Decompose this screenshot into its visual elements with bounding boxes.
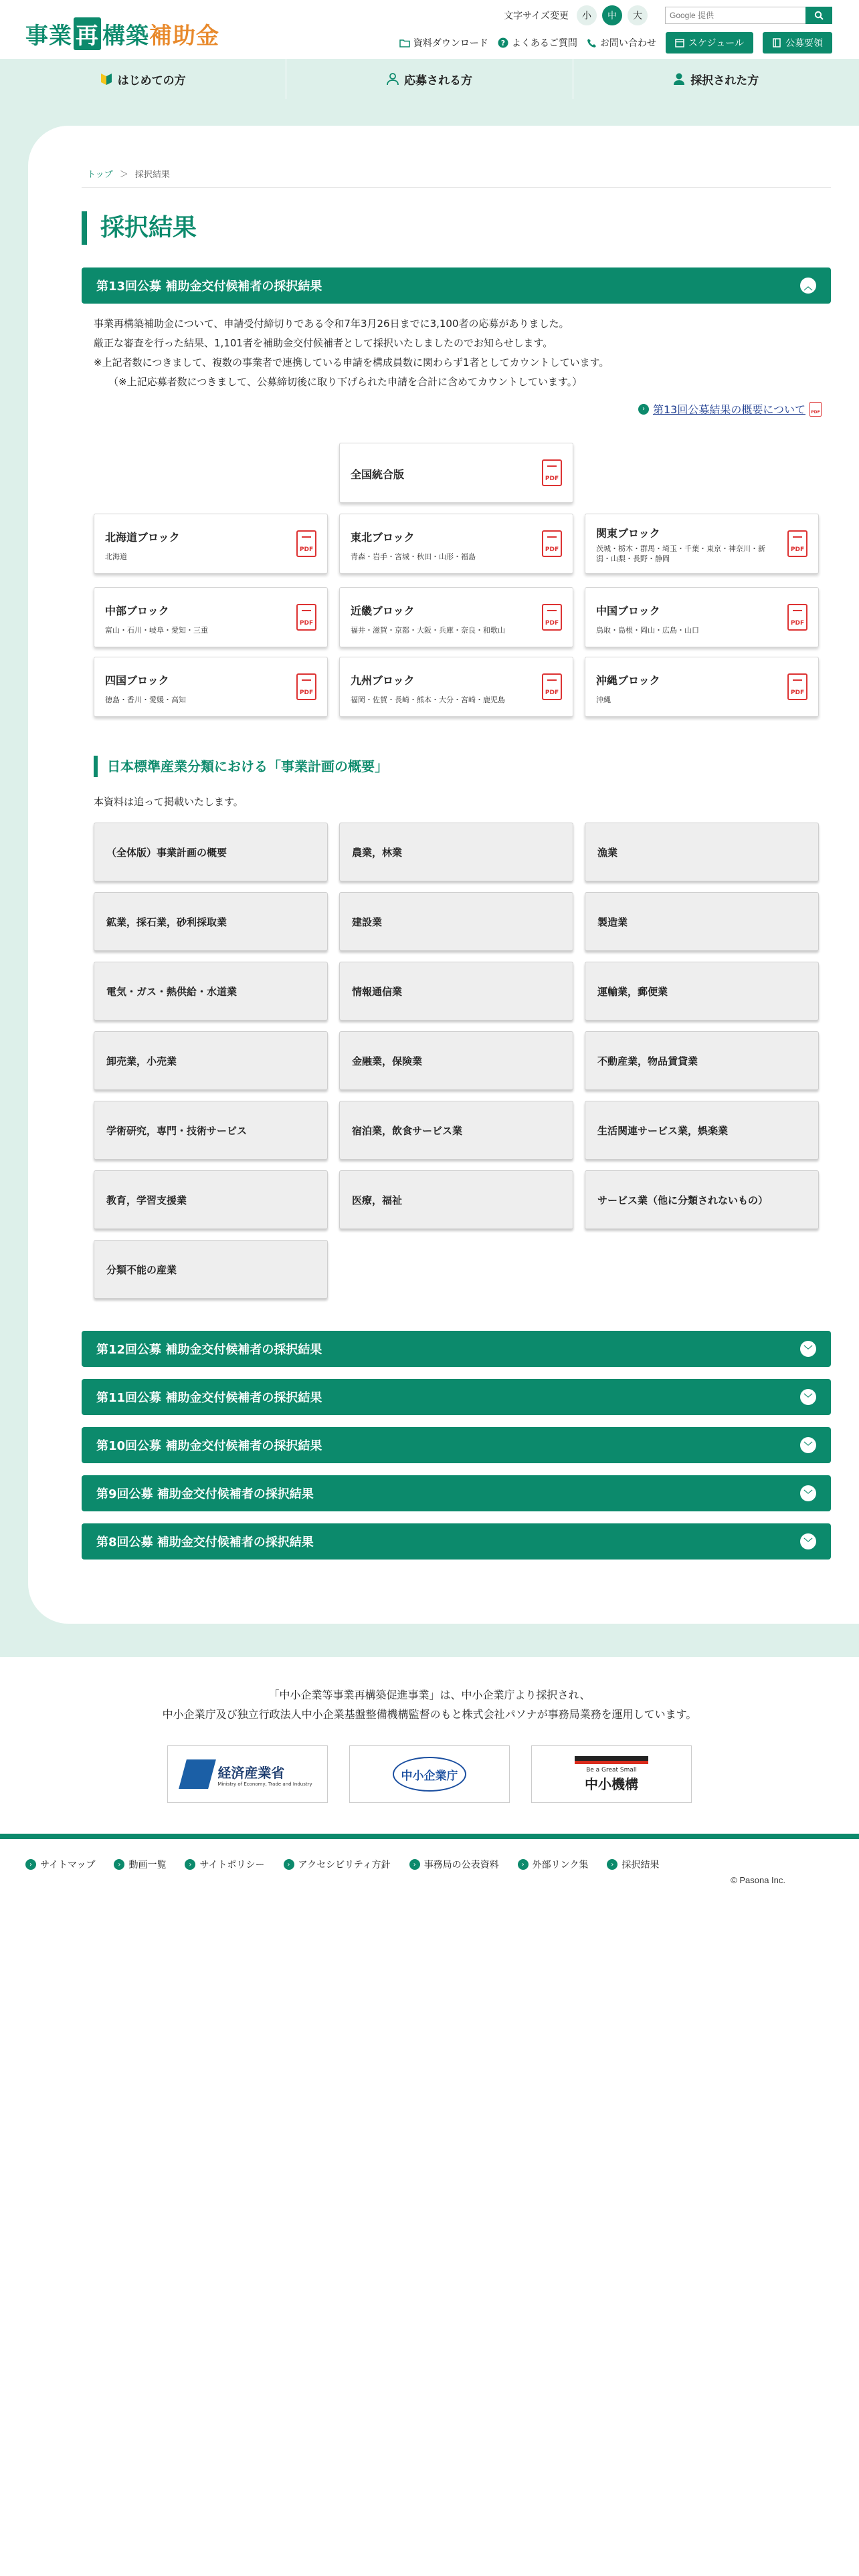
nav-item-applicants[interactable] [286,59,573,99]
overview-pdf-link[interactable] [638,401,822,417]
industry-button[interactable]: サービス業（他に分類されないもの） [585,1170,819,1229]
national-pdf-card[interactable] [339,443,573,503]
nav-item-label: 応募される方 [403,74,472,88]
arrow-right-icon: › [114,1859,124,1870]
footer-divider [0,1834,859,1839]
footer-links [25,1858,659,1871]
intro-line: ※上記者数につきまして、複数の事業者で連携している申請を構成員数に関わらず1者としてカウントしています。 [94,356,609,368]
schedule-button-label: スケジュール [688,38,744,49]
chevron-down-icon: ﹀ [800,1389,816,1405]
industry-button[interactable]: 不動産業，物品賃貸業 [585,1031,819,1090]
footer-link-label: 外部リンク集 [532,1860,589,1870]
font-size-medium-button[interactable]: 中 [602,5,622,25]
industry-button[interactable]: 建設業 [339,892,573,951]
footer-statement [0,1685,859,1724]
intro-line: （※上記応募者数につきまして、公募締切後に取り下げられた申請を合計に含めてカウントしています。） [108,376,583,388]
industry-button[interactable]: 農業，林業 [339,823,573,881]
arrow-right-icon: › [25,1859,36,1870]
font-size-large-button[interactable]: 大 [628,5,648,25]
svg-text:?: ? [500,39,506,47]
sme-agency-logo-link[interactable] [349,1745,510,1803]
block-title: 近畿ブロック [351,605,415,617]
chevron-down-icon: ﹀ [800,1341,816,1357]
chevron-down-icon: ﹀ [800,1437,816,1453]
smrj-logo-link[interactable] [531,1745,692,1803]
footer-link-label: 採択結果 [622,1860,660,1870]
block-pdf-card[interactable] [585,657,819,717]
sme-agency-logo: 中小企業庁 [393,1757,466,1792]
industry-button[interactable]: 生活関連サービス業，娯楽業 [585,1101,819,1160]
intro-line: 厳正な審査を行った結果、1,101者を補助金交付候補者として採択いたしましたのでお知らせします。 [94,337,553,349]
font-size-label: 文字サイズ変更 [504,11,569,21]
block-prefectures: 富山・石川・岐阜・愛知・三重 [105,626,208,635]
breadcrumb-divider [82,187,831,188]
chevron-up-icon: ︿ [800,278,816,294]
global-nav [0,59,859,99]
accordion-round-13[interactable] [82,267,831,304]
footer-link-publications[interactable] [409,1858,499,1871]
industry-button[interactable]: 卸売業，小売業 [94,1031,328,1090]
footer-link-results[interactable] [607,1858,659,1871]
breadcrumb [87,167,170,180]
arrow-right-icon: › [607,1859,617,1870]
person-outline-icon [387,72,399,86]
block-title: 北海道ブロック [105,531,180,544]
copyright: © Pasona Inc. [731,1875,785,1885]
block-title: 東北ブロック [351,531,415,544]
smrj-tagline: Be a Great Small [586,1766,637,1774]
chevron-down-icon: ﹀ [800,1533,816,1549]
block-title: 四国ブロック [105,674,169,687]
site-logo[interactable] [25,17,219,50]
block-pdf-card[interactable] [585,514,819,574]
industry-button[interactable]: 製造業 [585,892,819,951]
site-search [665,7,832,24]
download-link[interactable] [399,36,488,49]
overview-link-label: 第13回公募結果の概要について [652,403,805,416]
site-header [0,0,859,59]
nav-item-adopted[interactable] [573,59,859,99]
footer-logos [0,1745,859,1803]
block-pdf-card[interactable] [339,657,573,717]
folder-icon [399,39,410,47]
industry-button[interactable]: 情報通信業 [339,962,573,1021]
logo-text-1: 事業 [25,23,72,49]
accordion-title: 第10回公募 補助金交付候補者の採択結果 [96,1439,322,1453]
accordion-title: 第8回公募 補助金交付候補者の採択結果 [96,1535,314,1549]
industry-section-note: 本資料は追って掲載いたします。 [94,796,244,808]
industry-button[interactable]: 運輸業，郵便業 [585,962,819,1021]
meti-name: 経済産業省 [217,1764,285,1781]
pdf-icon: PDF [542,530,562,557]
block-title: 全国統合版 [351,468,405,481]
arrow-right-icon: › [638,404,649,415]
logo-text-4: 補助金 [149,23,219,49]
industry-button[interactable]: 宿泊業，飲食サービス業 [339,1101,573,1160]
accordion-round-12[interactable] [82,1331,831,1367]
block-prefectures: 鳥取・島根・岡山・広島・山口 [596,626,699,635]
font-size-small-button[interactable]: 小 [577,5,597,25]
logo-text-3: 構築 [102,23,149,49]
nav-item-label: はじめての方 [117,74,186,88]
accordion-title: 第12回公募 補助金交付候補者の採択結果 [96,1343,322,1357]
footer-link-videos[interactable] [114,1858,166,1871]
pdf-icon: PDF [542,604,562,631]
footer-link-label: サイトマップ [40,1860,96,1870]
smrj-name: 中小機構 [585,1776,638,1792]
block-pdf-card[interactable] [585,587,819,647]
beginner-mark-icon [100,72,112,86]
accordion-round-8[interactable] [82,1523,831,1560]
nav-item-label: 採択された方 [690,74,759,88]
meti-logo-text [217,1762,312,1787]
header-utility [504,5,832,25]
footer-link-label: アクセシビリティ方針 [298,1860,391,1870]
contact-link-label: お問い合わせ [599,38,656,49]
block-prefectures: 沖縄 [596,695,611,704]
meti-logo-link[interactable] [167,1745,328,1803]
phone-icon [587,38,597,48]
block-pdf-card[interactable] [339,587,573,647]
industry-button[interactable]: 金融業，保険業 [339,1031,573,1090]
pdf-icon: PDF [296,673,316,700]
accordion-title: 第13回公募 補助金交付候補者の採択結果 [96,280,322,294]
arrow-right-icon: › [518,1859,529,1870]
block-prefectures: 福井・滋賀・京都・大阪・兵庫・奈良・和歌山 [351,626,505,635]
person-icon [673,72,685,86]
question-icon [498,37,508,48]
intro-line: 事業再構築補助金について、申請受付締切りである令和7年3月26日までに3,100者の応募がありました。 [94,318,569,330]
industry-section-title: 日本標準産業分類における「事業計画の概要」 [94,756,388,777]
nav-item-beginners[interactable] [0,59,286,99]
industry-button[interactable]: 医療，福祉 [339,1170,573,1229]
faq-link-label: よくあるご質問 [511,38,577,49]
block-title: 中国ブロック [596,605,660,617]
pdf-icon: PDF [787,604,807,631]
arrow-right-icon: › [409,1859,420,1870]
footer-link-external[interactable] [518,1858,589,1871]
meti-subtitle: Ministry of Economy, Trade and Industry [217,1781,312,1787]
block-pdf-card[interactable] [94,587,328,647]
smrj-logo [575,1756,648,1793]
footer-line: 中小企業庁及び独立行政法人中小企業基盤整備機構監督のもと株式会社パソナが事務局業務を運用しています。 [162,1708,697,1721]
block-pdf-card[interactable] [339,514,573,574]
pdf-icon: PDF [787,530,807,557]
block-title: 九州ブロック [351,674,415,687]
logo-text-2: 再 [74,17,101,50]
book-icon [772,38,781,47]
contact-link[interactable] [587,36,656,49]
accordion-round-9[interactable] [82,1475,831,1511]
footer-link-label: サイトポリシー [199,1860,265,1870]
pdf-icon: PDF [809,402,822,417]
footer-line: 「中小企業等事業再構築促進事業」は、中小企業庁より採択され、 [268,1689,591,1701]
block-prefectures: 福岡・佐賀・長崎・熊本・大分・宮崎・鹿児島 [351,695,505,704]
accordion-round-10[interactable] [82,1427,831,1463]
block-title: 関東ブロック [596,527,660,540]
pdf-icon: PDF [542,459,562,486]
arrow-right-icon: › [185,1859,195,1870]
block-title: 沖縄ブロック [596,674,660,687]
industry-button[interactable]: 電気・ガス・熱供給・水道業 [94,962,328,1021]
footer-link-label: 動画一覧 [128,1860,167,1870]
block-pdf-card[interactable] [94,514,328,574]
industry-button[interactable]: 漁業 [585,823,819,881]
breadcrumb-separator: ＞ [119,170,128,180]
search-icon [814,11,824,20]
industry-button[interactable]: （全体版）事業計画の概要 [94,823,328,881]
block-prefectures: 青森・岩手・宮城・秋田・山形・福島 [351,552,476,561]
search-input[interactable] [665,7,805,24]
industry-button[interactable]: 学術研究，専門・技術サービス [94,1101,328,1160]
download-link-label: 資料ダウンロード [413,38,488,49]
calendar-icon [675,38,684,47]
industry-button[interactable]: 教育，学習支援業 [94,1170,328,1229]
block-prefectures: 茨城・栃木・群馬・埼玉・千葉・東京・神奈川・新潟・山梨・長野・静岡 [596,544,765,563]
breadcrumb-current: 採択結果 [134,170,170,180]
accordion-title: 第9回公募 補助金交付候補者の採択結果 [96,1487,314,1501]
accordion-title: 第11回公募 補助金交付候補者の採択結果 [96,1391,322,1405]
page-title: 採択結果 [82,211,197,245]
guideline-button[interactable] [763,32,832,53]
footer-link-sitemap[interactable] [25,1858,95,1871]
breadcrumb-home-link[interactable]: トップ [87,170,113,180]
pdf-icon: PDF [542,673,562,700]
footer-link-policy[interactable] [185,1858,264,1871]
pdf-icon: PDF [296,604,316,631]
smrj-logo-mark [575,1756,648,1764]
chevron-down-icon: ﹀ [800,1485,816,1501]
faq-link[interactable] [498,36,577,49]
accordion-round-11[interactable] [82,1379,831,1415]
block-prefectures: 徳島・香川・愛媛・高知 [105,695,186,704]
block-prefectures: 北海道 [105,552,127,561]
pdf-icon: PDF [296,530,316,557]
pdf-icon: PDF [787,673,807,700]
schedule-button[interactable] [666,32,753,53]
header-links [399,32,832,53]
guideline-button-label: 公募要領 [785,38,823,49]
arrow-right-icon: › [284,1859,294,1870]
block-title: 中部ブロック [105,605,169,617]
meti-logo-mark [179,1759,216,1789]
industry-button[interactable]: 鉱業，採石業，砂利採取業 [94,892,328,951]
block-pdf-card[interactable] [94,657,328,717]
search-button[interactable] [805,7,832,24]
results-intro [94,314,816,392]
footer-link-label: 事務局の公表資料 [423,1860,499,1870]
industry-button[interactable]: 分類不能の産業 [94,1240,328,1299]
footer-link-accessibility[interactable] [284,1858,391,1871]
